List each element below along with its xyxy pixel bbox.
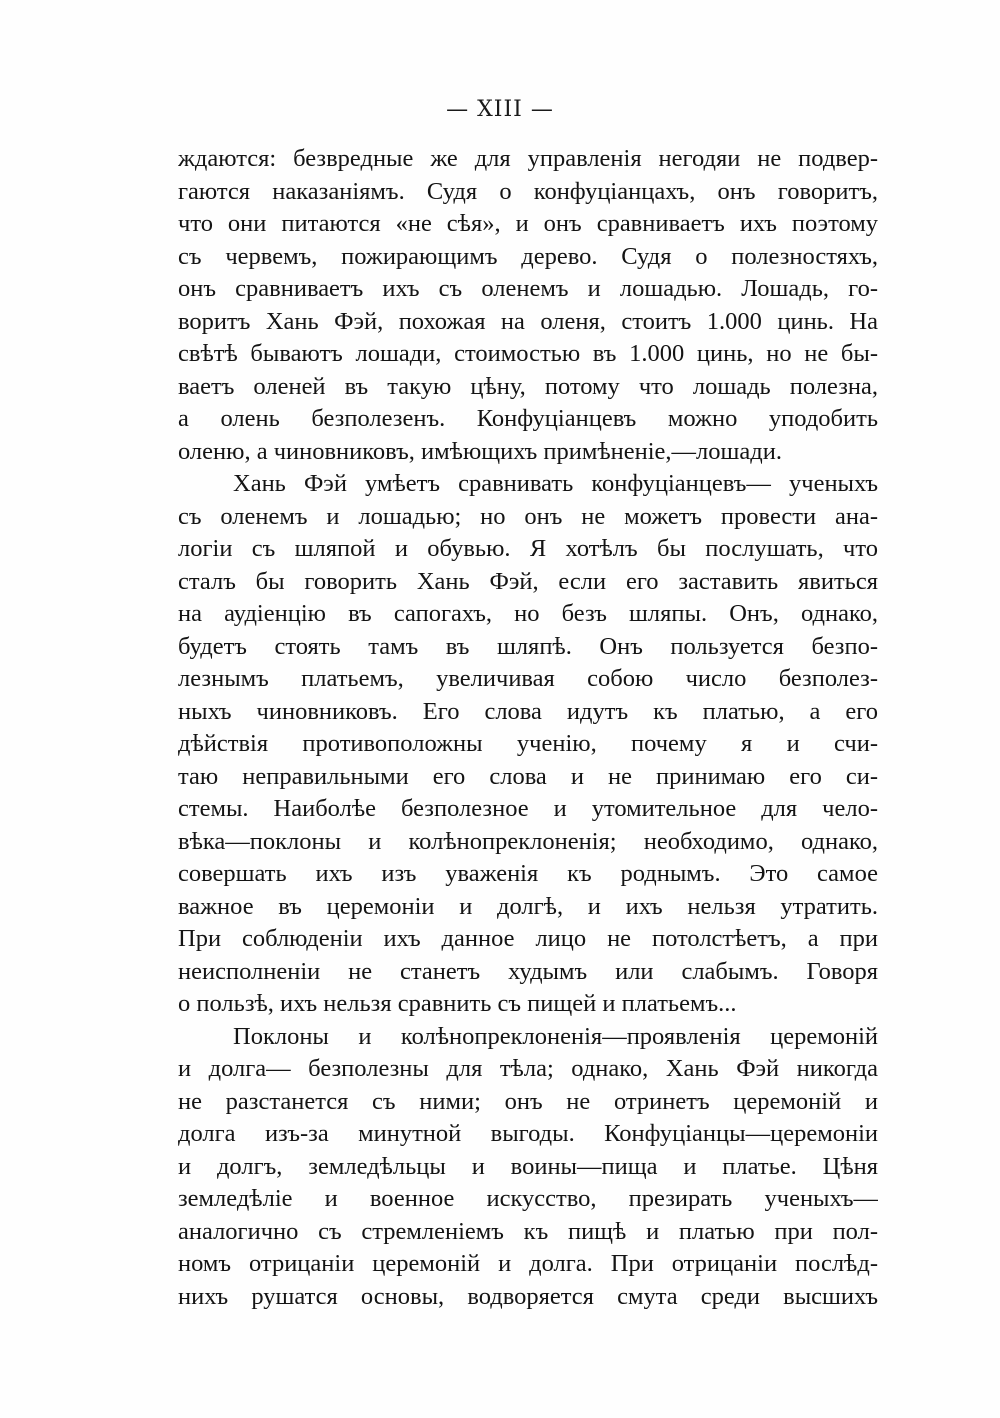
text-line: ваетъ оленей въ такую цѣну, потому что лошадь полезна, xyxy=(178,372,878,400)
text-line: Хань Фэй умѣетъ сравнивать конфуціанцевъ— ученыхъ xyxy=(233,470,878,497)
text-line: нихъ рушатся основы, водворяется смута среди высшихъ xyxy=(178,1282,878,1310)
text-line: лезнымъ платьемъ, увеличивая собою число безполез- xyxy=(178,665,878,692)
text-line: что они питаются «не сѣя», и онъ сравниваетъ ихъ поэтому xyxy=(178,210,878,237)
text-line: долга изъ-за минутной выгоды. Конфуціанцы—церемоніи xyxy=(178,1120,878,1147)
text-line: дѣйствія противоположны ученію, почему я и счи- xyxy=(178,730,878,757)
text-line: и долгъ, земледѣльцы и воины—пища и платье. Цѣня xyxy=(178,1152,878,1180)
text-line: воритъ Хань Фэй, похожая на оленя, стоитъ 1.000 цинь. На xyxy=(178,307,878,335)
text-line: номъ отрицаніи церемоній и долга. При отрицаніи послѣд- xyxy=(178,1250,878,1277)
text-line: неисполненіи не станетъ худымъ или слабымъ. Говоря xyxy=(178,957,878,985)
text-line: о пользѣ, ихъ нельзя сравнить съ пищей и платьемъ... xyxy=(178,990,737,1017)
body-text xyxy=(178,143,878,1313)
text-line: на аудіенцію въ сапогахъ, но безъ шляпы. Онъ, однако, xyxy=(178,600,878,627)
text-line: онъ сравниваетъ ихъ съ оленемъ и лошадью. Лошадь, го- xyxy=(178,275,878,302)
text-line: важное въ церемоніи и долгѣ, и ихъ нельзя утратить. xyxy=(178,892,878,920)
text-line: вѣка—поклоны и колѣнопреклоненія; необходимо, однако, xyxy=(178,827,878,855)
text-line: съ оленемъ и лошадью; но онъ не можетъ провести ана- xyxy=(178,502,878,530)
text-line: стемы. Наиболѣе безполезное и утомительное для чело- xyxy=(178,795,878,822)
text-line: земледѣліе и военное искусство, презирать ученыхъ— xyxy=(178,1185,878,1212)
text-line: таю неправильными его слова и не принимаю его си- xyxy=(178,762,878,790)
text-line: не разстанется съ ними; онъ не отринетъ церемоній и xyxy=(178,1087,878,1115)
text-line: съ червемъ, пожирающимъ дерево. Судя о полезностяхъ, xyxy=(178,242,878,270)
text-line: ныхъ чиновниковъ. Его слова идутъ къ платью, а его xyxy=(178,697,878,725)
text-line: ждаются: безвредные же для управленія негодяи не подвер- xyxy=(178,145,878,172)
text-line: Поклоны и колѣнопреклоненія—проявленія церемоній xyxy=(233,1022,878,1050)
text-line: и долга— безполезны для тѣла; однако, Хань Фэй никогда xyxy=(178,1055,878,1082)
text-line: будетъ стоять тамъ въ шляпѣ. Онъ пользуется безпо- xyxy=(178,632,878,660)
text-line: сталъ бы говорить Хань Фэй, если его заставить явиться xyxy=(178,567,878,595)
text-line: оленю, а чиновниковъ, имѣющихъ примѣненіе,—лошади. xyxy=(178,437,782,465)
text-line: гаются наказаніямъ. Судя о конфуціанцахъ, онъ говоритъ, xyxy=(178,177,878,205)
text-line: свѣтѣ бываютъ лошади, стоимостью въ 1.000 цинь, но не бы- xyxy=(178,340,878,367)
text-line: аналогично съ стремленіемъ къ пищѣ и платью при пол- xyxy=(178,1217,878,1245)
text-line: При соблюденіи ихъ данное лицо не потолстѣетъ, а при xyxy=(178,925,878,952)
page-number: — XIII — xyxy=(446,97,554,122)
text-line: совершать ихъ изъ уваженія къ роднымъ. Это самое xyxy=(178,860,878,887)
text-line: а олень безполезенъ. Конфуціанцевъ можно уподобить xyxy=(178,405,878,432)
text-line: логіи съ шляпой и обувью. Я хотѣлъ бы послушать, что xyxy=(178,535,878,562)
